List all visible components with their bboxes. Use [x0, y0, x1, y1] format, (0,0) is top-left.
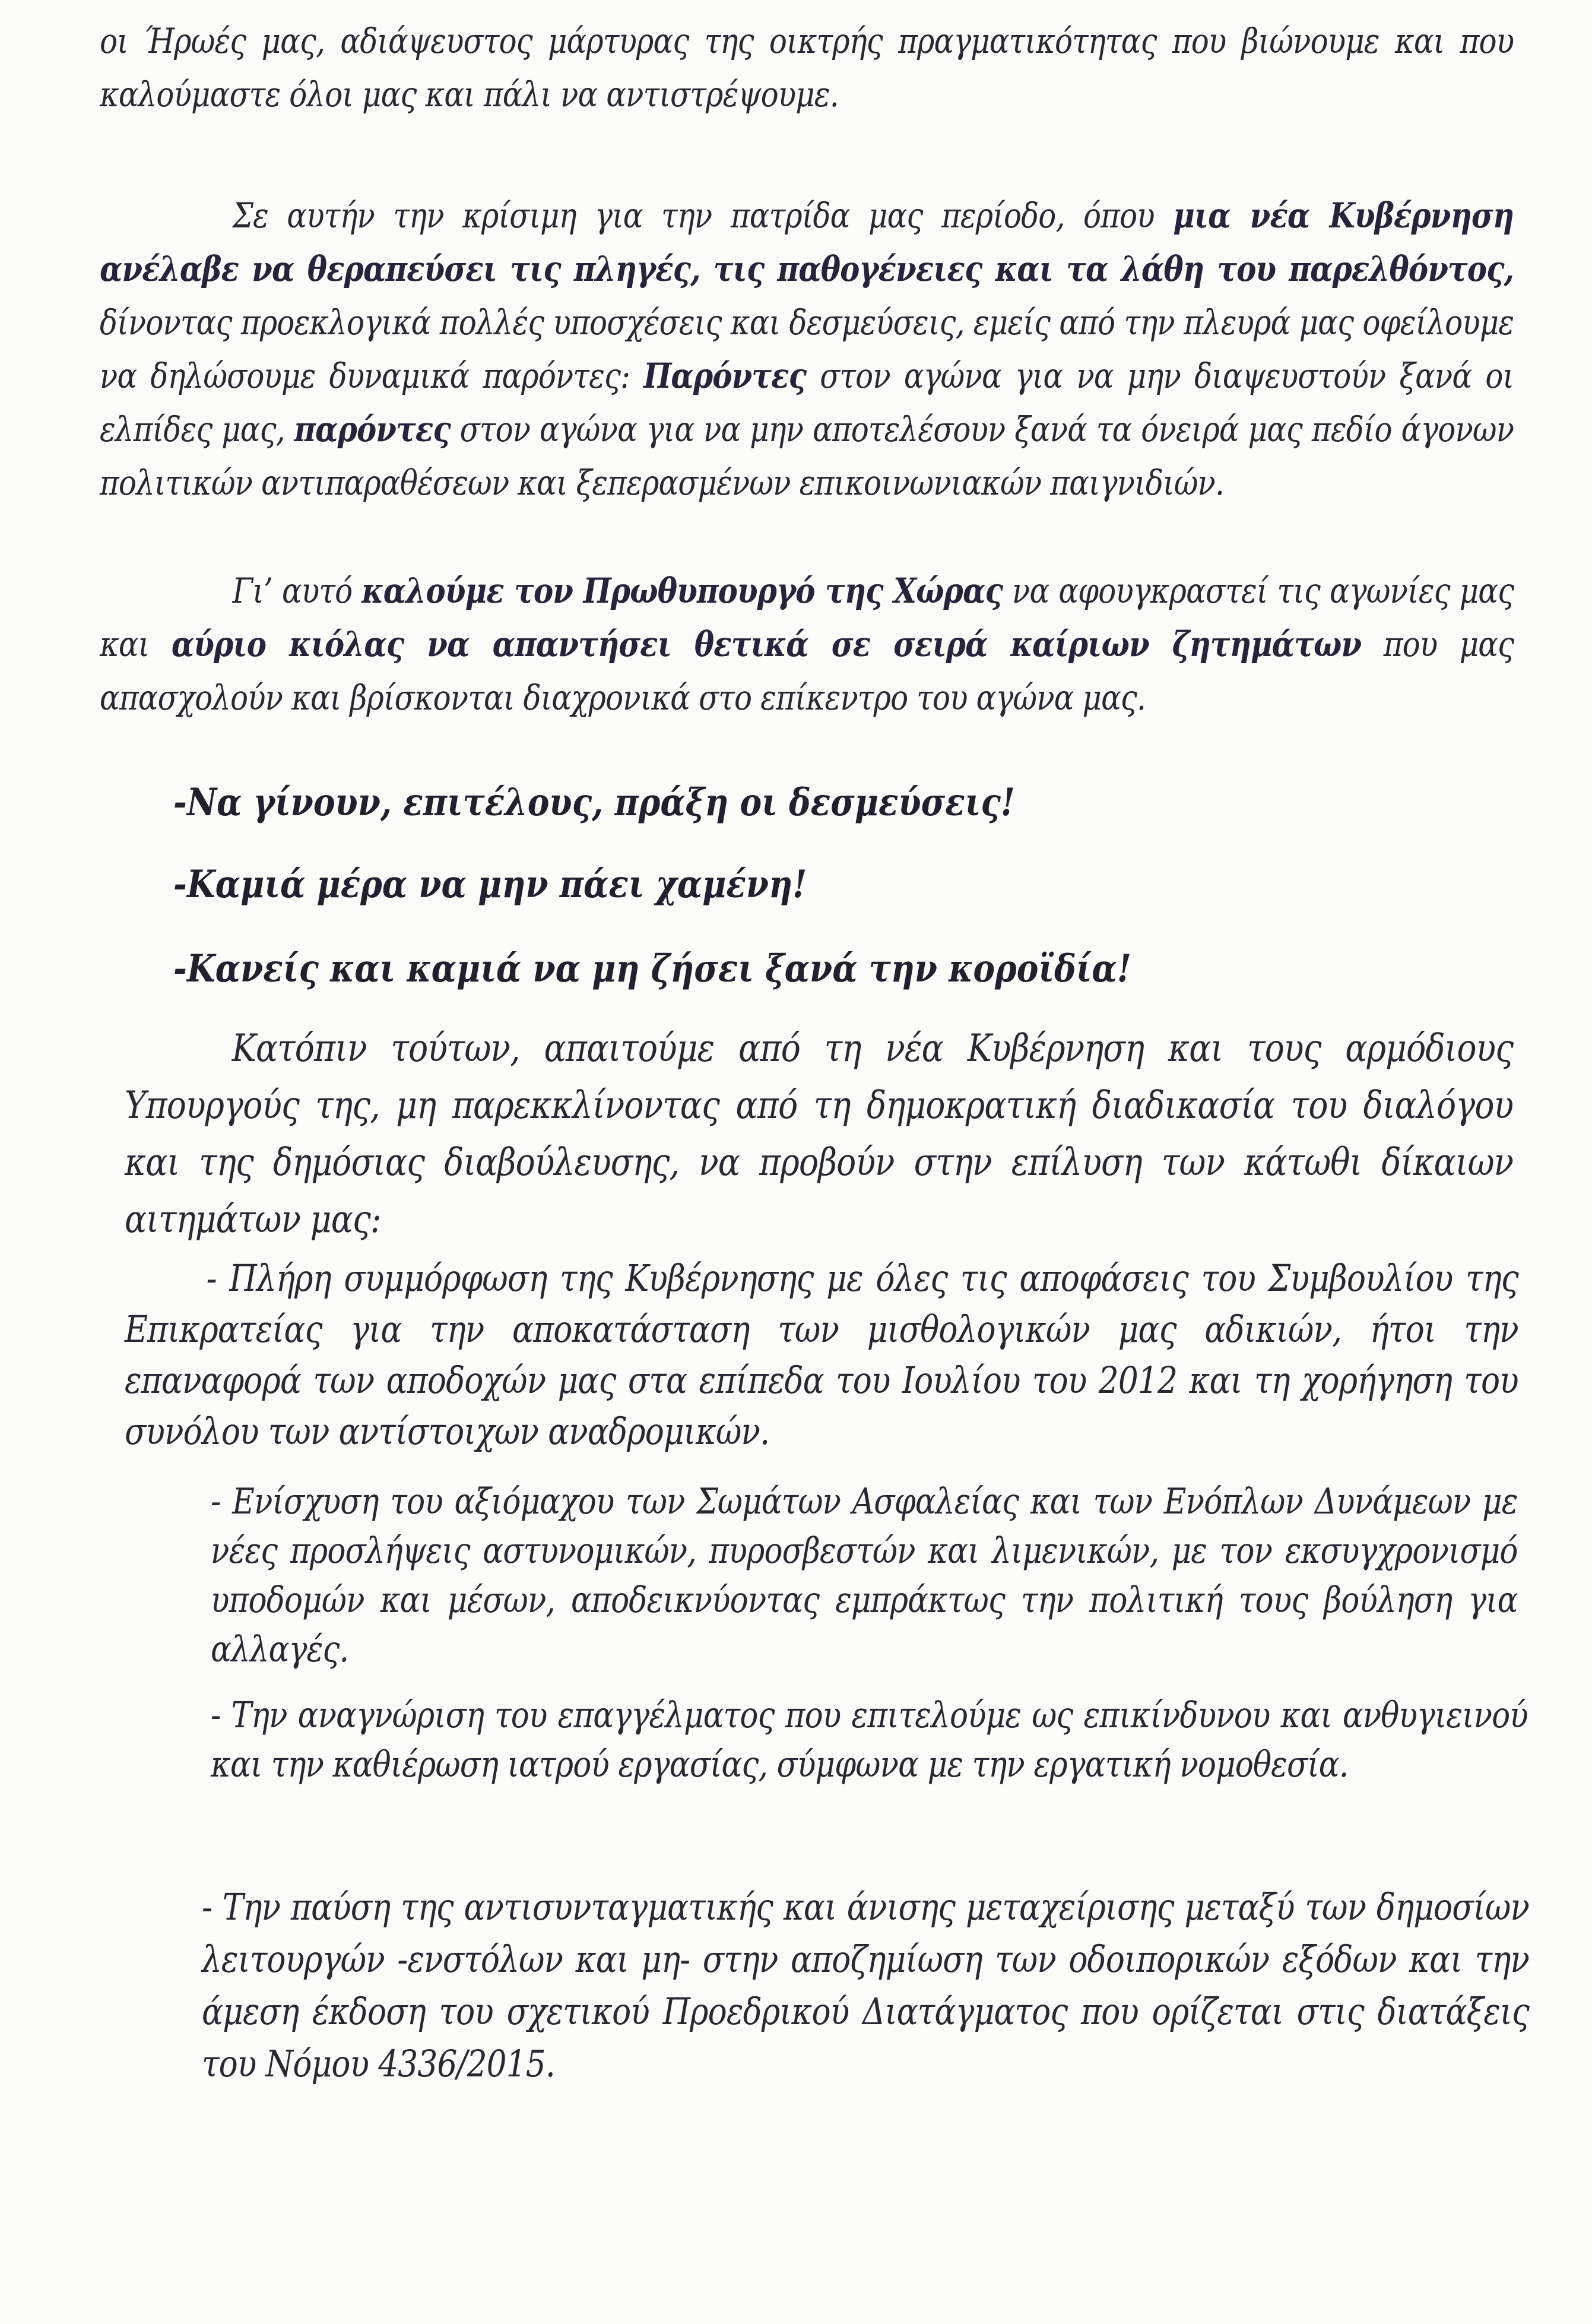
demand-text: - Την παύση της αντισυνταγματικής και άνισης μεταχείρισης μεταξύ των δημοσίων λειτουργών -ενστόλων και μη- στην αποζημίωση των οδοιπορικών εξόδων και την άμεση έκδοση του σχετικού Προεδρικού Διατάγματος που ορίζεται στις διατάξεις του Νόμου 4336/2015.: [202, 1885, 1529, 2085]
demand-item: [202, 1881, 1529, 2090]
text-segment: Κατόπιν τούτων, απαιτούμε από τη νέα Κυβέρνηση και τους αρμόδιους Υπουργούς της, μη παρεκκλίνοντας από τη δημοκρατική διαδικασία του διαλόγου και της δημόσιας διαβούλευσης, να προβούν στην επίλυση των κάτωθι δίκαιων αιτημάτων μας:: [125, 1027, 1514, 1242]
emphasis-present: Παρόντες: [643, 356, 807, 396]
demand-text: - Την αναγνώριση του επαγγέλματος που επιτελούμε ως επικίνδυνου και ανθυγιεινού και την καθιέρωση ιατρού εργασίας, σύμφωνα με την εργατική νομοθεσία.: [211, 1695, 1528, 1785]
paragraph-pm-call: [100, 564, 1514, 724]
text-segment: δίνοντας προεκλογικά πολλές υποσχέσεις και δεσμεύσεις, εμείς από την πλευρά μας οφείλουμε να δηλώσουμε δυναμικά παρόντες:: [100, 302, 1514, 396]
text-segment: Σε αυτήν την κρίσιμη για την πατρίδα μας περίοδο, όπου: [232, 195, 1174, 236]
text-segment: οι Ήρωές μας, αδιάψευστος μάρτυρας της οικτρής πραγματικότητας που βιώνουμε και που καλούμαστε όλοι μας και πάλι να αντιστρέψουμε.: [100, 21, 1514, 115]
paragraph-crisis: [100, 189, 1514, 509]
slogan-commitments: -Να γίνουν, επιτέλους, πράξη οι δεσμεύσεις!: [173, 780, 1016, 825]
emphasis-call-pm: καλούμε τον Πρωθυπουργό της Χώρας: [361, 571, 1003, 611]
demand-item: [211, 1477, 1518, 1674]
demand-item: [211, 1691, 1528, 1790]
demand-text: - Ενίσχυση του αξιόμαχου των Σωμάτων Ασφαλείας και των Ενόπλων Δυνάμεων με νέες προσλήψεις αστυνομικών, πυροσβεστών και λιμενικών, με τον εκσυγχρονισμό υποδομών και μέσων, αποδεικνύοντας εμπράκτως την πολιτική τους βούληση για αλλαγές.: [211, 1481, 1518, 1670]
demands-intro: [125, 1020, 1513, 1248]
paragraph-intro-continuation: [100, 14, 1514, 121]
slogan-no-day-lost: -Καμιά μέρα να μην πάει χαμένη!: [173, 862, 807, 907]
text-segment: στον αγώνα για να μην αποτελέσουν ξανά τα όνειρά μας πεδίο άγονων πολιτικών αντιπαραθέσεων και ξεπερασμένων επικοινωνιακών παιγνιδιών.: [100, 409, 1514, 503]
demand-item: [125, 1253, 1518, 1457]
text-segment: να αφουγκραστεί τις αγωνίες μας και: [100, 571, 1514, 664]
slogan-no-mockery: -Κανείς και καμιά να μη ζήσει ξανά την κοροϊδία!: [173, 946, 1131, 991]
text-segment: στον αγώνα για να μην διαψευστούν ξανά οι ελπίδες μας,: [100, 356, 1514, 449]
demand-text: - Πλήρη συμμόρφωση της Κυβέρνησης με όλες τις αποφάσεις του Συμβουλίου της Επικρατείας για την αποκατάσταση των μισθολογικών μας αδικιών, ήτοι την επαναφορά των αποδοχών μας στα επίπεδα του Ιουλίου του 2012 και τη χορήγηση του συνόλου των αντίστοιχων αναδρομικών.: [125, 1256, 1518, 1453]
emphasis-present-2: παρόντες: [294, 409, 451, 449]
emphasis-tomorrow: αύριο κιόλας να απαντήσει θετικά σε σειρά καίριων ζητημάτων: [171, 624, 1362, 664]
emphasis-new-government: μια νέα Κυβέρνηση ανέλαβε να θεραπεύσει τις πληγές, τις παθογένειες και τα λάθη του παρελθόντος,: [100, 195, 1514, 289]
text-segment: που μας απασχολούν και βρίσκονται διαχρονικά στο επίκεντρο του αγώνα μας.: [100, 624, 1514, 718]
text-segment: Γι’ αυτό: [232, 571, 362, 611]
